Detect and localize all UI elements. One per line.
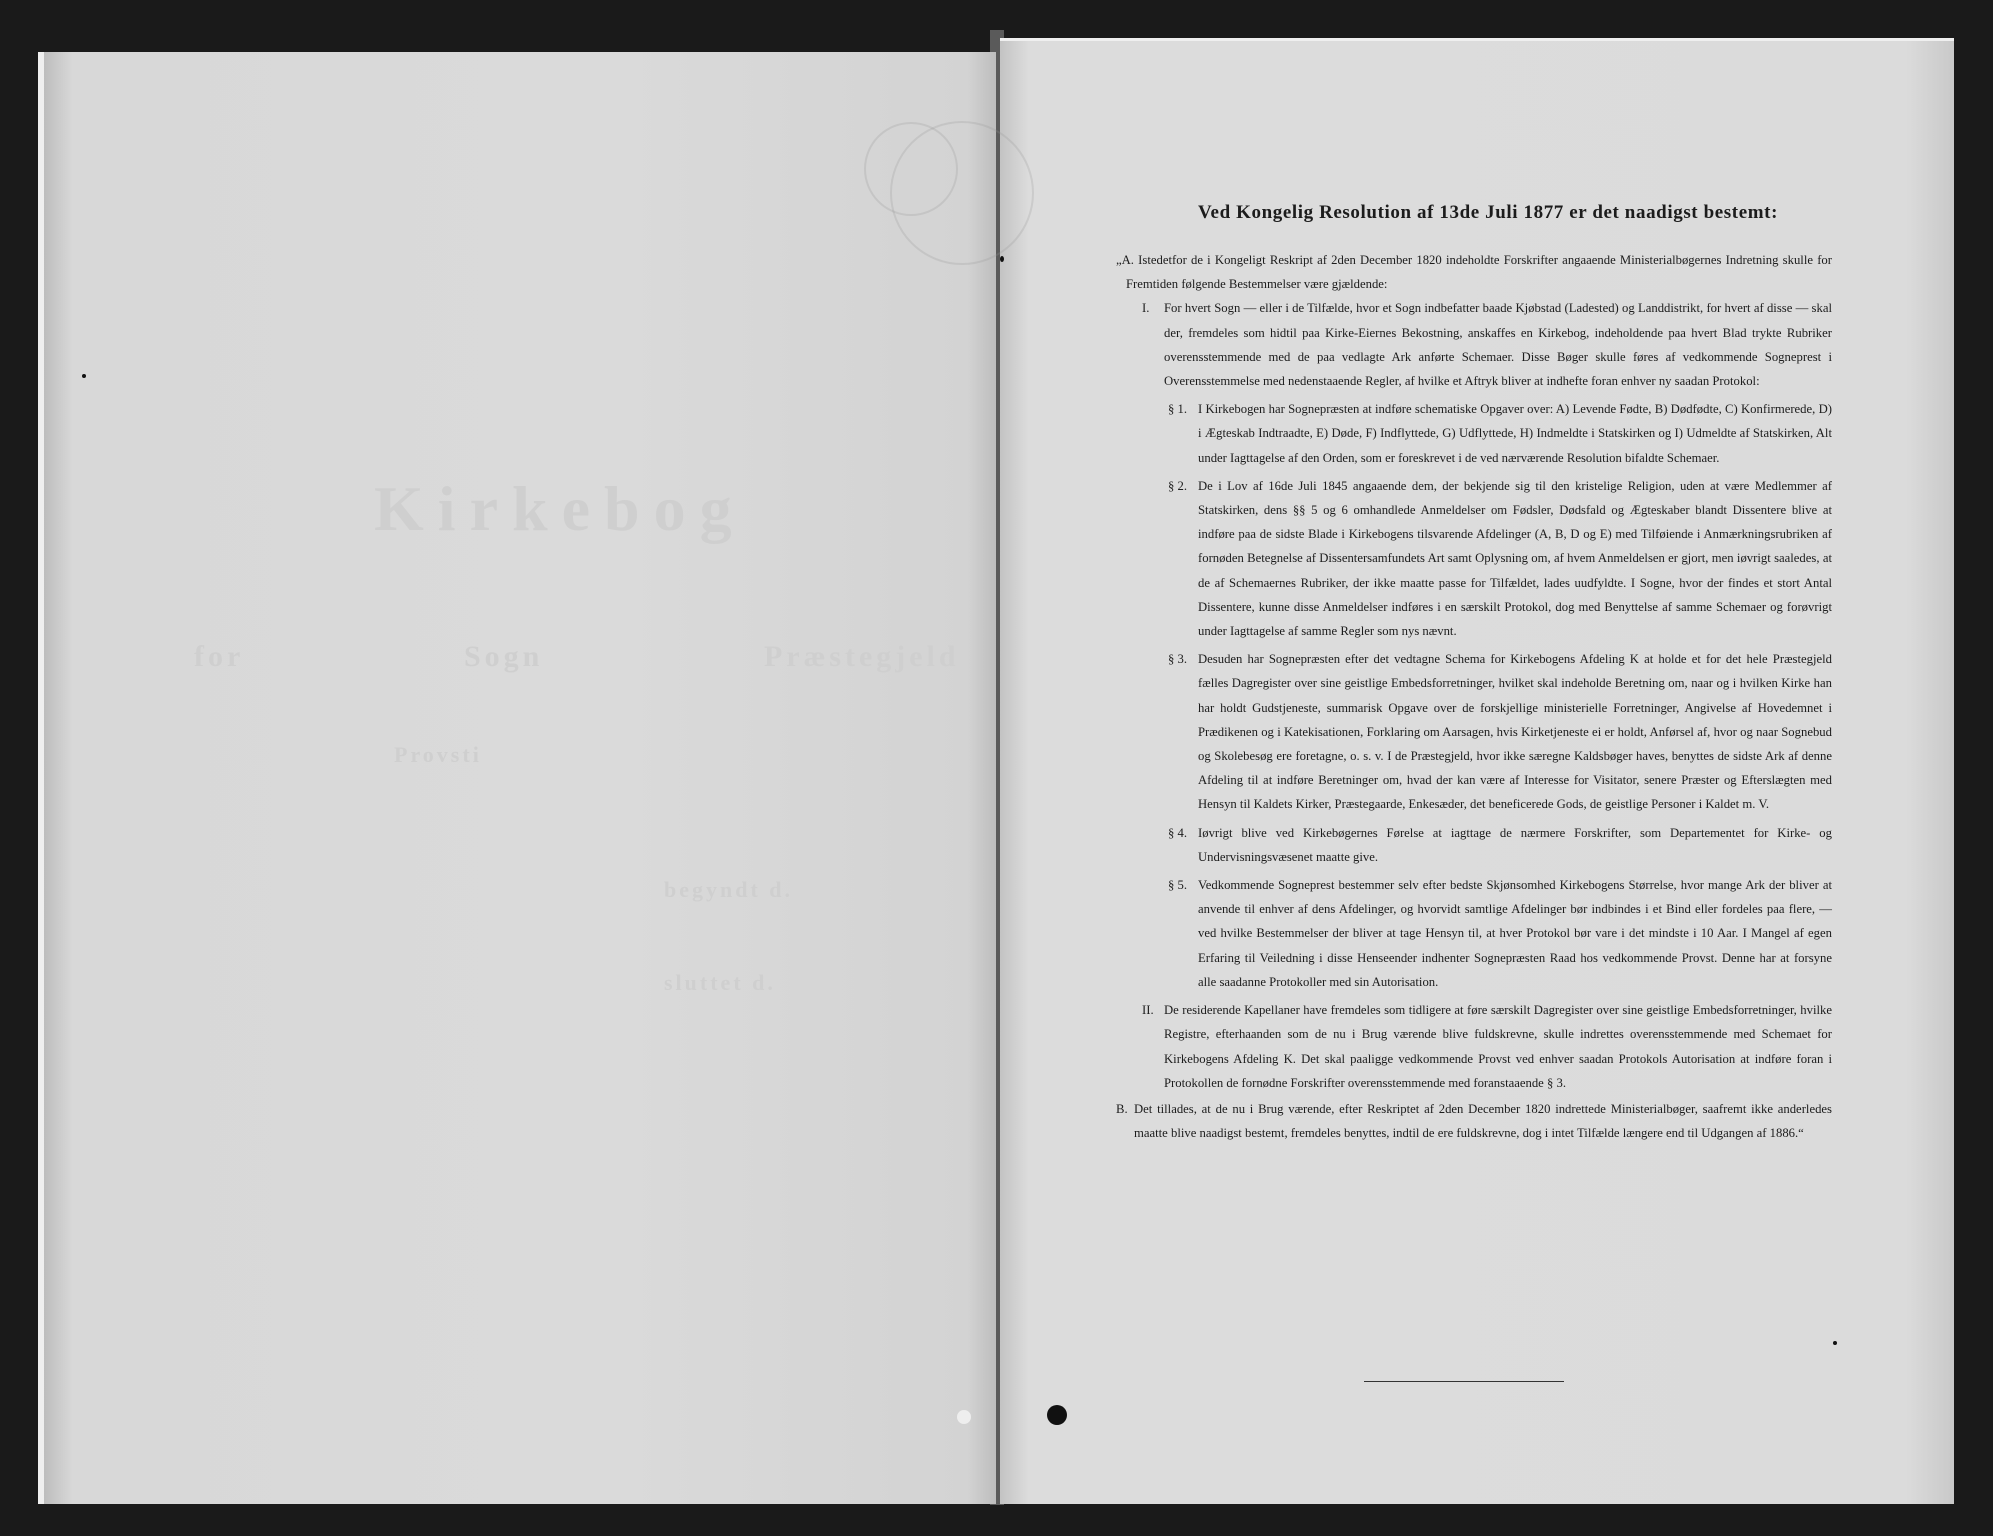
paragraph-number: § 2. xyxy=(1168,478,1188,493)
faded-line-for: for xyxy=(194,640,245,673)
section-number: II. xyxy=(1142,1003,1154,1018)
ink-speck xyxy=(82,374,86,378)
section-roman-i xyxy=(1142,296,1832,393)
section-a: „A. Istedetfor de i Kongeligt Reskript af 2den December 1820 indeholdte Forskrifter angaaende Ministerialbøgernes Indretning skulle for Fremtiden følgende Bestemmelser være gjældende: xyxy=(1116,253,1832,292)
closing-rule xyxy=(1364,1381,1564,1382)
paragraph-number: § 3. xyxy=(1168,652,1188,667)
faded-line-sluttet: sluttet d. xyxy=(664,970,776,995)
ink-speck xyxy=(1833,1341,1837,1345)
paragraph-number: § 4. xyxy=(1168,825,1188,840)
paragraph-number: § 5. xyxy=(1168,878,1188,893)
paragraph-1 xyxy=(1168,397,1832,470)
resolution-text xyxy=(1116,202,1832,1145)
resolution-heading: Ved Kongelig Resolution af 13de Juli 1877 er det naadigst bestemt: xyxy=(1197,202,1779,223)
faded-line-sogn: Sogn xyxy=(464,640,544,673)
section-number: B. xyxy=(1116,1101,1128,1116)
paragraph-text: Iøvrigt blive ved Kirkebøgernes Førelse at iagttage de nærmere Forskrifter, som Departementet for Kirke- og Undervisningsvæsenet maatte give. xyxy=(1198,825,1832,864)
paragraph-text: Desuden har Sognepræsten efter det vedtagne Schema for Kirkebogens Afdeling K at holde et for det hele Præstegjeld fælles Dagregister over sine geistlige Embedsforretninger, hvilket skal indeholde Beretning om, naar og i hvilken Kirke han har holdt Gudstjeneste, summarisk Opgave over de forskjellige ministerielle Forretninger, Angivelse af Hovedemnet i Prædikenen og i Katekisationen, Forklaring om Aarsagen, hvis Kirketjeneste ei er holdt, Anførsel af, hvor og naar Sognebud og Skolebesøg ere foretagne, o. s. v. I de Præstegjeld, hvor ikke særegne Kaldsbøger haves, benyttes de sidste Ark af denne Afdeling til at indføre Beretninger om, hvad der kan være af Interesse for Visitator, senere Præster og Efterslægten med Hensyn til Kaldets Kirker, Præstegaarde, Enkesæder, det beneficerede Gods, de geistlige Personer i Kaldet m. V. xyxy=(1198,652,1832,812)
faded-line-begyndt: begyndt d. xyxy=(664,877,794,902)
paragraph-4 xyxy=(1168,821,1832,869)
paragraph-text: De i Lov af 16de Juli 1845 angaaende dem, der bekjende sig til den kristelige Religion, uden at være Medlemmer af Statskirken, dens §§ 5 og 6 omhandlede Anmeldelser om Fødsler, Dødsfald og Ægteskaber blandt Dissentere blive at indføre paa de sidste Blade i Kirkebogens tilsvarende Afdelinger (A, B, D og E) med Tilføiende i Anmærkningsrubriken af fornøden Betegnelse af Dissentersamfundets Art samt Oplysning om, af hvem Anmeldelsen er gjort, men iøvrigt saaledes, at de af Schemaernes Rubriker, der ikke maatte passe for Tilfældet, lades uudfyldte. I Sogne, hvor der findes et stort Antal Dissentere, kunne disse Anmeldelser indføres i en særskilt Protokol, dog med Benyttelse af samme Schemaer og forøvrigt under Iagttagelse af samme Regler som nys nævnt. xyxy=(1198,478,1832,639)
paragraph-2 xyxy=(1168,474,1832,643)
faded-line-provsti: Provsti xyxy=(394,742,482,767)
section-number: I. xyxy=(1142,301,1150,316)
section-roman-ii xyxy=(1142,998,1832,1095)
paper-stain xyxy=(890,121,1034,265)
faded-title: Kirkebog xyxy=(374,473,746,544)
paragraph-5 xyxy=(1168,873,1832,994)
left-page xyxy=(38,52,996,1504)
section-text: For hvert Sogn — eller i de Tilfælde, hvor et Sogn indbefatter baade Kjøbstad (Ladested) og Landdistrikt, for hvert af disse — skal der, fremdeles som hidtil paa Kirke-Eiernes Bekostning, anskaffes en Kirkebog, indeholdende paa hvert Blad trykte Rubriker overensstemmende med de paa vedlagte Ark anførte Schemaer. Disse Bøger skulle føres af vedkommende Sogneprest i Overensstemmelse med nedenstaaende Regler, af hvilke et Aftryk bliver at indhefte foran enhver ny saadan Protokol: xyxy=(1164,301,1832,389)
paragraph-number: § 1. xyxy=(1168,402,1188,417)
paragraph-3 xyxy=(1168,647,1832,816)
paragraph-text: I Kirkebogen har Sognepræsten at indføre schematiske Opgaver over: A) Levende Fødte, B) Dødfødte, C) Konfirmerede, D) i Ægteskab Indtraadte, E) Døde, F) Indflyttede, G) Udflyttede, H) Indmeldte i Statskirken og I) Udmeldte af Statskirken, Alt under Iagttagelse af den Orden, som er foreskrevet i de ved nærværende Resolution bifaldte Schemaer. xyxy=(1198,402,1832,465)
section-text: Det tillades, at de nu i Brug værende, efter Reskriptet af 2den December 1820 indrettede Ministerialbøger, saafremt ikke anderledes maatte blive naadigst bestemt, fremdeles benyttes, indtil de ere fuldskrevne, dog i intet Tilfælde længere end til Udgangen af 1886.“ xyxy=(1134,1101,1832,1141)
binding-hole xyxy=(957,1410,971,1424)
faded-line-prestegjeld: Præstegjeld xyxy=(764,640,960,673)
section-text: De residerende Kapellaner have fremdeles som tidligere at føre særskilt Dagregister over sine geistlige Embedsforretninger, hvilke Registre, efterhaanden som de nu i Brug værende blive fuldskrevne, skulle indrettes overensstemmende med Schemaet for Kirkebogens Afdeling K. Det skal paaligge vedkommende Provst ved enhver saadan Protokols Autorisation at indføre foran i Protokollen de fornødne Forskrifter overensstemmende med foranstaaende § 3. xyxy=(1164,1003,1832,1090)
paragraph-text: Vedkommende Sogneprest bestemmer selv efter bedste Skjønsomhed Kirkebogens Størrelse, hvor mange Ark der bliver at anvende til enhver af dens Afdelinger, og hvorvidt samtlige Afdelinger bør indbindes i et Bind eller fordeles paa flere, — ved hvilke Bestemmelser der bliver at tage Hensyn til, at hver Protokol bør vare i det mindste i 10 Aar. I Mangel af egen Erfaring til Veiledning i disse Henseender indhenter Sognepræsten Raad hos vedkommende Provst. Denne har at forsyne alle saadanne Protokoller med sin Autorisation. xyxy=(1198,878,1832,989)
section-b xyxy=(1116,1097,1832,1145)
ink-speck xyxy=(1000,256,1004,262)
binding-thread-knot xyxy=(1047,1405,1067,1425)
